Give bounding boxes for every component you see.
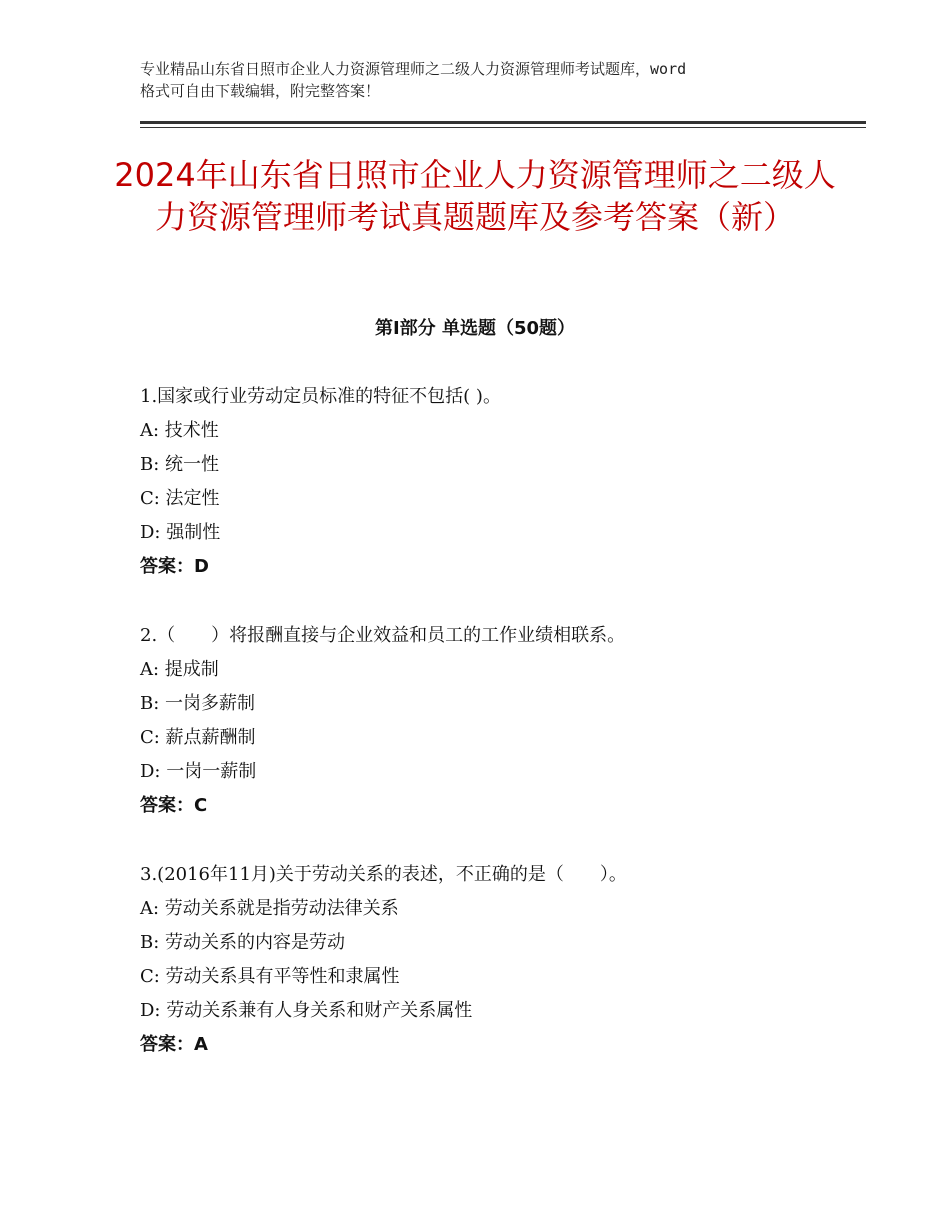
answer-line: 答案：D xyxy=(140,556,209,577)
question-2 xyxy=(140,619,860,823)
option-b: B: 劳动关系的内容是劳动 xyxy=(140,932,346,953)
section-title: 第Ⅰ部分 单选题（50题） xyxy=(374,318,575,339)
answer-line: 答案：A xyxy=(140,1034,208,1055)
option-c: C: 法定性 xyxy=(140,488,220,509)
option-a: A: 技术性 xyxy=(140,420,219,441)
header-divider-thick xyxy=(140,121,866,124)
option-a: A: 劳动关系就是指劳动法律关系 xyxy=(140,898,399,919)
document-title: 2024年山东省日照市企业人力资源管理师之二级人力资源管理师考试真题题库及参考答案（新） xyxy=(114,156,836,236)
question-stem: 1.国家或行业劳动定员标准的特征不包括( )。 xyxy=(140,386,501,407)
option-b: B: 一岗多薪制 xyxy=(140,693,256,714)
option-c: C: 劳动关系具有平等性和隶属性 xyxy=(140,966,400,987)
option-d: D: 强制性 xyxy=(140,522,221,543)
answer-line: 答案：C xyxy=(140,795,208,816)
option-d: D: 一岗一薪制 xyxy=(140,761,257,782)
header-divider-thin xyxy=(140,127,866,128)
option-c: C: 薪点薪酬制 xyxy=(140,727,256,748)
question-1 xyxy=(140,380,860,584)
header-note-line-1: 专业精品山东省日照市企业人力资源管理师之二级人力资源管理师考试题库，word xyxy=(140,60,687,78)
header-note xyxy=(140,58,830,102)
option-d: D: 劳动关系兼有人身关系和财产关系属性 xyxy=(140,1000,473,1021)
question-stem: 2.（ ）将报酬直接与企业效益和员工的工作业绩相联系。 xyxy=(140,625,626,646)
header-note-line-2: 格式可自由下载编辑，附完整答案！ xyxy=(140,82,381,100)
question-3 xyxy=(140,858,860,1062)
option-b: B: 统一性 xyxy=(140,454,220,475)
option-a: A: 提成制 xyxy=(140,659,219,680)
question-stem: 3.(2016年11月)关于劳动关系的表述，不正确的是（ ）。 xyxy=(140,864,627,885)
